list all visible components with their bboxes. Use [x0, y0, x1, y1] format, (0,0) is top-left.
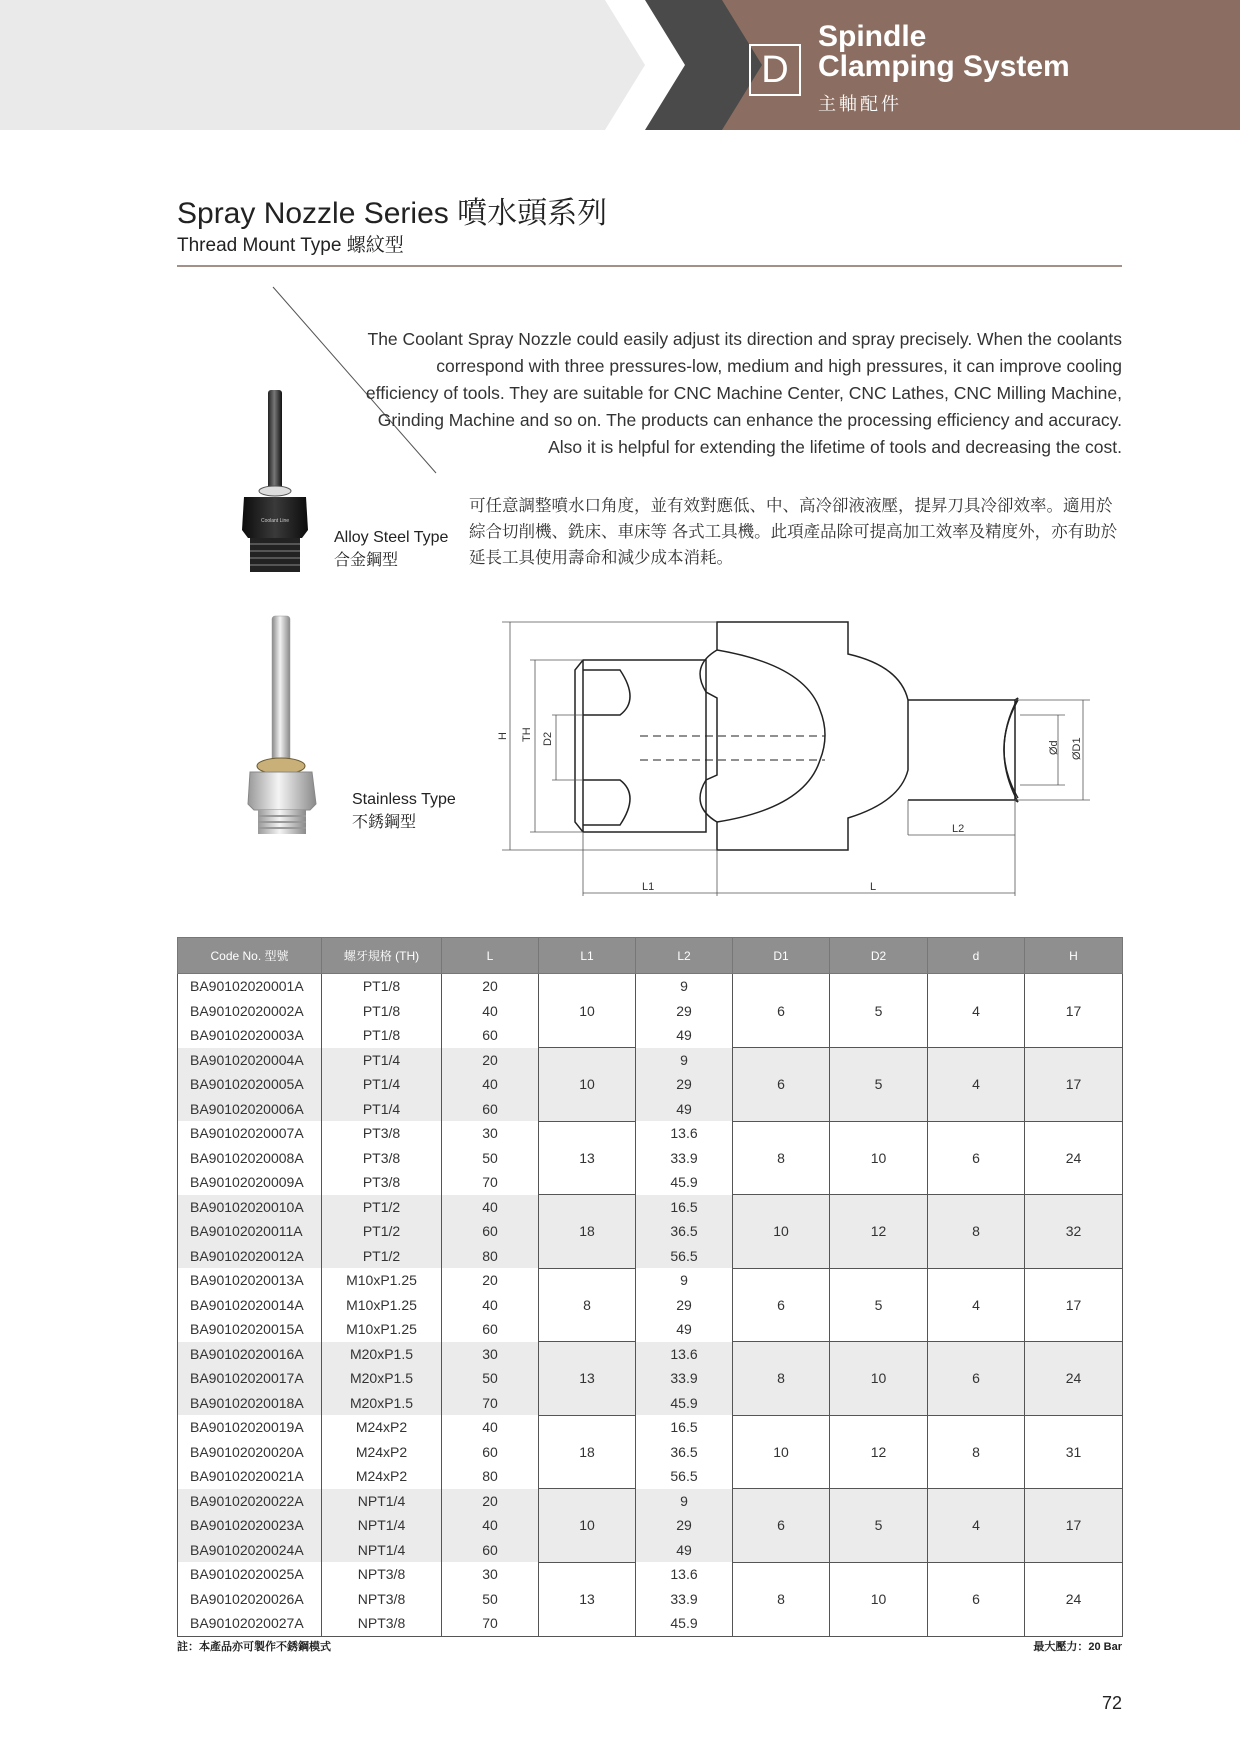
dim-label-l1: L1 [642, 881, 655, 893]
cell-code: BA90102020005A [178, 1072, 322, 1097]
cell-l: 20 [442, 1268, 539, 1293]
cell-h: 24 [1025, 1562, 1123, 1636]
section-letter-box: D [749, 44, 801, 96]
stainless-label-en: Stainless Type [352, 791, 456, 808]
cell-l: 30 [442, 1562, 539, 1587]
cell-l: 60 [442, 1219, 539, 1244]
cell-thread: NPT3/8 [322, 1562, 442, 1587]
cell-d1: 6 [733, 1268, 830, 1342]
cell-l2: 9 [636, 1489, 733, 1514]
cell-l: 50 [442, 1587, 539, 1612]
cell-thread: PT3/8 [322, 1170, 442, 1195]
dim-label-d2: D2 [542, 731, 554, 746]
cell-h: 17 [1025, 974, 1123, 1048]
cell-code: BA90102020024A [178, 1538, 322, 1563]
cell-d2: 12 [830, 1415, 928, 1489]
table-row [178, 1489, 1123, 1514]
cell-l2: 9 [636, 1268, 733, 1293]
cell-code: BA90102020012A [178, 1244, 322, 1269]
footnote-max-pressure: 最大壓力：20 Bar [1033, 1641, 1122, 1653]
cell-l: 60 [442, 1538, 539, 1563]
cell-thread: PT1/2 [322, 1244, 442, 1269]
cell-h: 24 [1025, 1342, 1123, 1416]
cell-thread: NPT3/8 [322, 1587, 442, 1612]
cell-l: 60 [442, 1440, 539, 1465]
cell-code: BA90102020027A [178, 1611, 322, 1636]
alloy-steel-label-zh: 合金鋼型 [334, 552, 399, 569]
cell-d2: 5 [830, 974, 928, 1048]
alloy-nozzle-logo: Coolant Line [260, 518, 290, 524]
cell-l: 70 [442, 1611, 539, 1636]
cell-code: BA90102020020A [178, 1440, 322, 1465]
cell-thread: M10xP1.25 [322, 1268, 442, 1293]
cell-l2: 13.6 [636, 1342, 733, 1367]
spec-table-body [178, 974, 1123, 1637]
table-row [178, 974, 1123, 999]
cell-thread: NPT3/8 [322, 1611, 442, 1636]
cell-l: 20 [442, 1048, 539, 1073]
cell-thread: PT1/8 [322, 1023, 442, 1048]
col-header-code: Code No. 型號 [178, 938, 322, 974]
cell-thread: M24xP2 [322, 1464, 442, 1489]
cell-thread: NPT1/4 [322, 1513, 442, 1538]
cell-d: 8 [928, 1195, 1025, 1269]
col-header-d2: D2 [830, 938, 928, 974]
cell-l2: 45.9 [636, 1170, 733, 1195]
cell-code: BA90102020013A [178, 1268, 322, 1293]
table-row [178, 1268, 1123, 1293]
cell-l1: 10 [539, 974, 636, 1048]
cell-l2: 45.9 [636, 1611, 733, 1636]
dim-label-h: H [497, 732, 509, 740]
table-row [178, 1121, 1123, 1146]
section-title [818, 22, 1070, 82]
cell-l: 40 [442, 1293, 539, 1318]
cell-l1: 18 [539, 1415, 636, 1489]
cell-h: 24 [1025, 1121, 1123, 1195]
cell-l2: 33.9 [636, 1587, 733, 1612]
cell-l1: 10 [539, 1489, 636, 1563]
cell-l1: 13 [539, 1562, 636, 1636]
cell-l2: 49 [636, 1317, 733, 1342]
technical-drawing [490, 610, 1120, 905]
cell-l2: 13.6 [636, 1562, 733, 1587]
cell-code: BA90102020015A [178, 1317, 322, 1342]
cell-code: BA90102020004A [178, 1048, 322, 1073]
cell-code: BA90102020007A [178, 1121, 322, 1146]
cell-thread: M10xP1.25 [322, 1317, 442, 1342]
alloy-steel-label [334, 526, 448, 572]
cell-thread: M10xP1.25 [322, 1293, 442, 1318]
table-header-row [178, 938, 1123, 974]
cell-d2: 10 [830, 1121, 928, 1195]
cell-d1: 6 [733, 974, 830, 1048]
cell-h: 17 [1025, 1489, 1123, 1563]
table-row [178, 1415, 1123, 1440]
cell-code: BA90102020008A [178, 1146, 322, 1171]
cell-l2: 9 [636, 974, 733, 999]
cell-code: BA90102020009A [178, 1170, 322, 1195]
cell-thread: M20xP1.5 [322, 1391, 442, 1416]
cell-l2: 29 [636, 1513, 733, 1538]
cell-h: 17 [1025, 1268, 1123, 1342]
cell-l2: 49 [636, 1538, 733, 1563]
alloy-steel-label-en: Alloy Steel Type [334, 529, 449, 546]
cell-l: 60 [442, 1023, 539, 1048]
cell-l2: 45.9 [636, 1391, 733, 1416]
page-number: 72 [1101, 1693, 1122, 1713]
description-english: The Coolant Spray Nozzle could easily adjust its direction and spray precisely. When the coolants correspond with three pressures-low, medium and high pressures, it can improve cooling efficiency of tools. They are suitable for CNC Machine Center, CNC Lathes, CNC Milling Machine, Grinding Machine and so on. The products can enhance the processing efficiency and accuracy. Also it is helpful for extending the lifetime of tools and decreasing the cost. [365, 329, 1122, 457]
cell-d: 4 [928, 974, 1025, 1048]
col-header-h: H [1025, 938, 1123, 974]
cell-d2: 12 [830, 1195, 928, 1269]
col-header-d1: D1 [733, 938, 830, 974]
cell-d1: 6 [733, 1048, 830, 1122]
table-row [178, 1195, 1123, 1220]
cell-l: 80 [442, 1464, 539, 1489]
cell-code: BA90102020017A [178, 1366, 322, 1391]
cell-h: 31 [1025, 1415, 1123, 1489]
section-title-line1: Spindle [818, 20, 927, 53]
cell-thread: M24xP2 [322, 1440, 442, 1465]
cell-l: 40 [442, 1415, 539, 1440]
cell-code: BA90102020019A [178, 1415, 322, 1440]
cell-l: 60 [442, 1097, 539, 1122]
cell-code: BA90102020006A [178, 1097, 322, 1122]
cell-thread: PT1/2 [322, 1195, 442, 1220]
cell-h: 17 [1025, 1048, 1123, 1122]
cell-l: 20 [442, 1489, 539, 1514]
cell-d2: 5 [830, 1489, 928, 1563]
cell-code: BA90102020021A [178, 1464, 322, 1489]
cell-thread: PT1/2 [322, 1219, 442, 1244]
stainless-label-zh: 不銹鋼型 [352, 814, 417, 831]
table-row [178, 1048, 1123, 1073]
table-row [178, 1562, 1123, 1587]
cell-thread: PT1/4 [322, 1048, 442, 1073]
stainless-label [352, 788, 456, 834]
cell-l: 30 [442, 1121, 539, 1146]
cell-code: BA90102020014A [178, 1293, 322, 1318]
cell-d2: 5 [830, 1268, 928, 1342]
cell-l: 60 [442, 1317, 539, 1342]
cell-code: BA90102020018A [178, 1391, 322, 1416]
cell-l: 30 [442, 1342, 539, 1367]
cell-d1: 10 [733, 1415, 830, 1489]
dim-label-d1: ØD1 [1071, 737, 1083, 760]
cell-l2: 33.9 [636, 1146, 733, 1171]
cell-code: BA90102020011A [178, 1219, 322, 1244]
cell-l2: 33.9 [636, 1366, 733, 1391]
cell-l1: 8 [539, 1268, 636, 1342]
cell-l2: 36.5 [636, 1440, 733, 1465]
dim-label-d: Ød [1048, 740, 1060, 755]
col-header-l1: L1 [539, 938, 636, 974]
col-header-th: 螺牙規格 (TH) [322, 938, 442, 974]
cell-d: 4 [928, 1048, 1025, 1122]
cell-l1: 13 [539, 1342, 636, 1416]
cell-l2: 9 [636, 1048, 733, 1073]
cell-l2: 16.5 [636, 1415, 733, 1440]
cell-d2: 10 [830, 1562, 928, 1636]
cell-d: 8 [928, 1415, 1025, 1489]
cell-d1: 10 [733, 1195, 830, 1269]
cell-d: 4 [928, 1489, 1025, 1563]
cell-l2: 13.6 [636, 1121, 733, 1146]
cell-l2: 56.5 [636, 1464, 733, 1489]
cell-code: BA90102020023A [178, 1513, 322, 1538]
cell-l: 40 [442, 1513, 539, 1538]
cell-d: 6 [928, 1562, 1025, 1636]
page-subtitle: Thread Mount Type 螺紋型 [177, 235, 404, 256]
cell-thread: M24xP2 [322, 1415, 442, 1440]
cell-l: 40 [442, 1072, 539, 1097]
cell-code: BA90102020022A [178, 1489, 322, 1514]
cell-d: 4 [928, 1268, 1025, 1342]
cell-d1: 8 [733, 1342, 830, 1416]
dim-label-th: TH [521, 727, 533, 742]
cell-thread: NPT1/4 [322, 1489, 442, 1514]
cell-l2: 29 [636, 1293, 733, 1318]
section-title-line2: Clamping System [818, 50, 1070, 83]
section-subtitle: 主軸配件 [818, 94, 902, 114]
cell-l2: 16.5 [636, 1195, 733, 1220]
cell-l: 50 [442, 1146, 539, 1171]
cell-thread: PT3/8 [322, 1121, 442, 1146]
cell-l2: 29 [636, 999, 733, 1024]
cell-code: BA90102020010A [178, 1195, 322, 1220]
footnote-left: 註：本產品亦可製作不銹鋼模式 [177, 1641, 331, 1653]
col-header-l: L [442, 938, 539, 974]
cell-code: BA90102020025A [178, 1562, 322, 1587]
cell-d: 6 [928, 1121, 1025, 1195]
cell-d2: 10 [830, 1342, 928, 1416]
cell-l: 80 [442, 1244, 539, 1269]
cell-code: BA90102020016A [178, 1342, 322, 1367]
cell-l: 50 [442, 1366, 539, 1391]
cell-l2: 49 [636, 1023, 733, 1048]
cell-code: BA90102020026A [178, 1587, 322, 1612]
dim-label-l2: L2 [952, 823, 965, 835]
cell-l1: 13 [539, 1121, 636, 1195]
cell-l: 40 [442, 1195, 539, 1220]
cell-l: 20 [442, 974, 539, 999]
cell-l2: 36.5 [636, 1219, 733, 1244]
table-row [178, 1342, 1123, 1367]
cell-thread: PT1/4 [322, 1097, 442, 1122]
cell-code: BA90102020003A [178, 1023, 322, 1048]
cell-l1: 10 [539, 1048, 636, 1122]
cell-l2: 29 [636, 1072, 733, 1097]
col-header-l2: L2 [636, 938, 733, 974]
cell-thread: M20xP1.5 [322, 1366, 442, 1391]
cell-l: 70 [442, 1391, 539, 1416]
cell-d: 6 [928, 1342, 1025, 1416]
title-divider [177, 265, 1122, 267]
cell-d2: 5 [830, 1048, 928, 1122]
stainless-nozzle-photo [246, 612, 326, 837]
cell-l: 70 [442, 1170, 539, 1195]
cell-d1: 8 [733, 1121, 830, 1195]
cell-l: 40 [442, 999, 539, 1024]
cell-d1: 6 [733, 1489, 830, 1563]
cell-thread: PT1/8 [322, 974, 442, 999]
cell-d1: 8 [733, 1562, 830, 1636]
spec-table [177, 937, 1123, 1637]
dim-label-l: L [870, 881, 877, 893]
cell-thread: PT1/4 [322, 1072, 442, 1097]
alloy-nozzle-photo [236, 385, 316, 580]
cell-thread: PT3/8 [322, 1146, 442, 1171]
cell-l2: 56.5 [636, 1244, 733, 1269]
cell-thread: NPT1/4 [322, 1538, 442, 1563]
cell-l2: 49 [636, 1097, 733, 1122]
cell-thread: PT1/8 [322, 999, 442, 1024]
cell-thread: M20xP1.5 [322, 1342, 442, 1367]
cell-h: 32 [1025, 1195, 1123, 1269]
cell-l1: 18 [539, 1195, 636, 1269]
description-chinese: 可任意調整噴水口角度，並有效對應低、中、高冷卻液液壓，提昇刀具冷卻效率。適用於綜合切削機、銑床、車床等 各式工具機。此項產品除可提高加工效率及精度外，亦有助於延長工具使用壽命和減少成本消耗。 [469, 497, 1118, 567]
cell-code: BA90102020001A [178, 974, 322, 999]
cell-code: BA90102020002A [178, 999, 322, 1024]
col-header-d: d [928, 938, 1025, 974]
page-title: Spray Nozzle Series 噴水頭系列 [177, 197, 608, 230]
